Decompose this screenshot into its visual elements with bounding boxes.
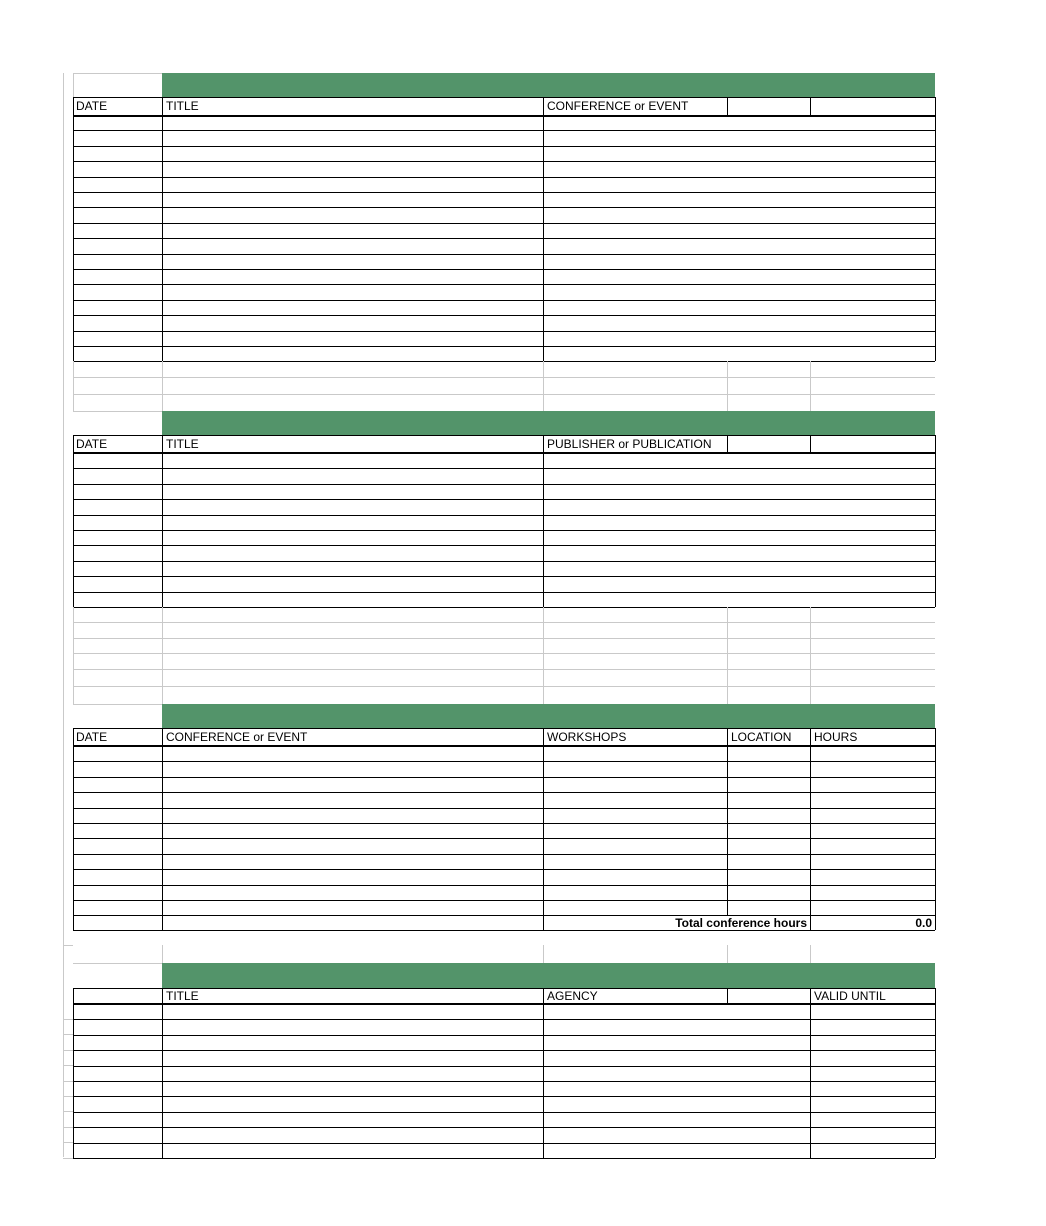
presentations-cell[interactable] — [544, 239, 935, 254]
grid-line — [543, 435, 544, 452]
grid-line — [727, 945, 728, 963]
grid-line — [63, 1019, 73, 1020]
conferences-cell[interactable] — [544, 839, 727, 854]
grid-line — [935, 988, 936, 1003]
conferences-cell[interactable] — [544, 886, 727, 900]
membership-cell[interactable] — [74, 1097, 162, 1112]
col-header-conference-event: CONFERENCE or EVENT — [547, 99, 689, 113]
presentations-cell[interactable] — [163, 255, 543, 269]
membership-cell[interactable] — [811, 1051, 935, 1066]
membership-cell[interactable] — [163, 1067, 543, 1081]
conferences-cell[interactable] — [163, 824, 543, 838]
grid-line — [73, 607, 74, 704]
presentations-cell[interactable] — [74, 332, 162, 346]
publications-cell[interactable] — [74, 562, 162, 576]
grid-line — [73, 73, 162, 74]
section-header-band — [162, 73, 935, 97]
conferences-cell[interactable] — [74, 855, 162, 869]
conferences-cell[interactable] — [74, 839, 162, 854]
col-header-publisher: PUBLISHER or PUBLICATION — [547, 437, 712, 451]
membership-cell[interactable] — [74, 1036, 162, 1050]
conferences-cell[interactable] — [544, 747, 727, 761]
publications-cell[interactable] — [544, 546, 935, 561]
grid-line — [73, 97, 935, 98]
grid-line — [935, 452, 936, 607]
membership-cell[interactable] — [544, 1005, 810, 1019]
grid-line — [810, 945, 811, 963]
membership-cell[interactable] — [544, 1067, 810, 1081]
conferences-cell[interactable] — [544, 824, 727, 838]
presentations-cell[interactable] — [544, 208, 935, 223]
publications-cell[interactable] — [74, 469, 162, 484]
membership-cell[interactable] — [163, 1097, 543, 1112]
grid-line — [63, 1096, 73, 1097]
grid-line — [727, 361, 728, 411]
grid-line — [73, 435, 74, 452]
conferences-cell[interactable] — [163, 839, 543, 854]
publications-cell[interactable] — [544, 516, 935, 530]
conferences-cell[interactable] — [728, 793, 810, 808]
grid-line — [73, 607, 935, 608]
grid-line — [727, 97, 728, 115]
membership-cell[interactable] — [74, 1144, 162, 1158]
publications-cell[interactable] — [163, 562, 543, 576]
col-header-location: LOCATION — [731, 730, 792, 744]
conferences-cell[interactable] — [163, 793, 543, 808]
grid-line — [935, 115, 936, 361]
membership-cell[interactable] — [544, 1020, 810, 1035]
membership-cell[interactable] — [811, 1036, 935, 1050]
membership-cell[interactable] — [811, 1144, 935, 1158]
conferences-cell[interactable] — [811, 793, 935, 808]
publications-cell[interactable] — [163, 531, 543, 545]
grid-line — [63, 1111, 73, 1112]
grid-line — [73, 915, 935, 916]
conferences-cell[interactable] — [728, 870, 810, 885]
grid-line — [73, 1158, 935, 1159]
conferences-cell[interactable] — [728, 778, 810, 792]
membership-cell[interactable] — [544, 1097, 810, 1112]
publications-cell[interactable] — [544, 469, 935, 484]
membership-cell[interactable] — [163, 1113, 543, 1127]
presentations-cell[interactable] — [544, 178, 935, 192]
presentations-cell[interactable] — [544, 316, 935, 331]
membership-cell[interactable] — [163, 1144, 543, 1158]
grid-line — [935, 728, 936, 745]
grid-line — [727, 607, 728, 704]
conferences-cell[interactable] — [728, 824, 810, 838]
conferences-cell[interactable] — [163, 747, 543, 761]
membership-cell[interactable] — [74, 1067, 162, 1081]
grid-line — [73, 653, 935, 654]
presentations-cell[interactable] — [74, 301, 162, 315]
grid-line — [162, 988, 163, 1003]
conferences-cell[interactable] — [74, 886, 162, 900]
membership-cell[interactable] — [163, 1082, 543, 1096]
grid-line — [810, 915, 811, 930]
grid-line — [73, 361, 935, 362]
presentations-cell[interactable] — [544, 147, 935, 161]
presentations-cell[interactable] — [163, 193, 543, 207]
membership-cell[interactable] — [811, 1113, 935, 1127]
membership-cell[interactable] — [544, 1128, 810, 1143]
conferences-cell[interactable] — [728, 809, 810, 823]
grid-line — [73, 622, 935, 623]
col-header-title: TITLE — [166, 989, 199, 1003]
grid-line — [162, 915, 163, 930]
col-header-date: DATE — [76, 730, 108, 744]
conferences-cell[interactable] — [811, 762, 935, 777]
presentations-cell[interactable] — [544, 131, 935, 146]
grid-line — [63, 1142, 73, 1143]
grid-line — [63, 1065, 73, 1066]
presentations-cell[interactable] — [163, 347, 543, 361]
grid-line — [162, 97, 163, 115]
conferences-cell[interactable] — [811, 855, 935, 869]
col-header-hours: HOURS — [814, 730, 858, 744]
publications-cell[interactable] — [544, 485, 935, 499]
conferences-cell[interactable] — [74, 747, 162, 761]
presentations-cell[interactable] — [74, 316, 162, 331]
conferences-cell[interactable] — [811, 778, 935, 792]
col-header-agency: AGENCY — [547, 989, 598, 1003]
grid-line — [935, 1003, 936, 1158]
membership-cell[interactable] — [74, 1020, 162, 1035]
publications-cell[interactable] — [74, 546, 162, 561]
presentations-cell[interactable] — [74, 147, 162, 161]
conferences-cell[interactable] — [544, 778, 727, 792]
publications-cell[interactable] — [163, 485, 543, 499]
col-header-conference-event: CONFERENCE or EVENT — [166, 730, 308, 744]
publications-cell[interactable] — [74, 516, 162, 530]
section-header-band — [162, 411, 935, 435]
conferences-cell[interactable] — [163, 901, 543, 915]
presentations-cell[interactable] — [544, 347, 935, 361]
grid-line — [73, 686, 935, 687]
grid-line — [162, 945, 163, 963]
presentations-cell[interactable] — [544, 116, 935, 130]
presentations-cell[interactable] — [544, 332, 935, 346]
presentations-cell[interactable] — [74, 193, 162, 207]
grid-line — [63, 1034, 73, 1035]
membership-cell[interactable] — [811, 1097, 935, 1112]
grid-line — [73, 377, 935, 378]
membership-cell[interactable] — [74, 1113, 162, 1127]
grid-line — [73, 930, 935, 931]
publications-cell[interactable] — [74, 593, 162, 607]
col-header-title: TITLE — [166, 99, 199, 113]
publications-cell[interactable] — [544, 562, 935, 576]
grid-line — [810, 97, 811, 115]
grid-line — [73, 915, 74, 930]
conferences-cell[interactable] — [74, 824, 162, 838]
grid-line — [543, 988, 544, 1003]
grid-line — [73, 988, 74, 1003]
presentations-cell[interactable] — [74, 131, 162, 146]
grid-line — [543, 945, 544, 963]
publications-cell[interactable] — [74, 531, 162, 545]
grid-line — [162, 435, 163, 452]
publications-cell[interactable] — [163, 593, 543, 607]
presentations-cell[interactable] — [163, 162, 543, 177]
presentations-cell[interactable] — [74, 270, 162, 284]
grid-line — [63, 1050, 73, 1051]
grid-line — [162, 361, 163, 411]
grid-line — [73, 394, 935, 395]
conferences-cell[interactable] — [163, 886, 543, 900]
membership-cell[interactable] — [163, 1051, 543, 1066]
grid-line — [727, 728, 728, 745]
conferences-cell[interactable] — [811, 809, 935, 823]
conferences-cell[interactable] — [163, 778, 543, 792]
conferences-cell[interactable] — [74, 762, 162, 777]
conferences-cell[interactable] — [74, 870, 162, 885]
grid-line — [162, 728, 163, 745]
section-header-band — [162, 704, 935, 728]
presentations-cell[interactable] — [544, 193, 935, 207]
grid-line — [935, 915, 936, 930]
conferences-cell[interactable] — [163, 855, 543, 869]
col-header-date: DATE — [76, 437, 108, 451]
presentations-cell[interactable] — [163, 208, 543, 223]
grid-line — [543, 915, 544, 930]
membership-cell[interactable] — [811, 1020, 935, 1035]
grid-line — [543, 361, 544, 411]
presentations-cell[interactable] — [544, 162, 935, 177]
grid-line — [162, 607, 163, 704]
grid-line — [810, 607, 811, 704]
row-header-edge — [63, 73, 64, 98]
conferences-cell[interactable] — [811, 839, 935, 854]
grid-line — [810, 361, 811, 411]
presentations-cell[interactable] — [544, 255, 935, 269]
membership-cell[interactable] — [811, 1082, 935, 1096]
conferences-cell[interactable] — [74, 901, 162, 915]
presentations-cell[interactable] — [544, 224, 935, 238]
presentations-cell[interactable] — [74, 224, 162, 238]
presentations-cell[interactable] — [74, 255, 162, 269]
conferences-cell[interactable] — [811, 870, 935, 885]
presentations-cell[interactable] — [163, 131, 543, 146]
membership-cell[interactable] — [544, 1051, 810, 1066]
presentations-cell[interactable] — [163, 316, 543, 331]
presentations-cell[interactable] — [163, 224, 543, 238]
conferences-cell[interactable] — [163, 870, 543, 885]
publications-cell[interactable] — [74, 454, 162, 468]
grid-line — [543, 728, 544, 745]
grid-line — [810, 728, 811, 745]
grid-line — [543, 607, 544, 704]
presentations-cell[interactable] — [163, 147, 543, 161]
publications-cell[interactable] — [74, 577, 162, 592]
publications-cell[interactable] — [544, 593, 935, 607]
conferences-cell[interactable] — [728, 762, 810, 777]
conferences-cell[interactable] — [544, 870, 727, 885]
publications-cell[interactable] — [544, 500, 935, 515]
grid-line — [73, 988, 935, 989]
conferences-cell[interactable] — [544, 809, 727, 823]
membership-cell[interactable] — [163, 1020, 543, 1035]
presentations-cell[interactable] — [544, 285, 935, 300]
presentations-cell[interactable] — [163, 301, 543, 315]
membership-cell[interactable] — [811, 1005, 935, 1019]
presentations-cell[interactable] — [163, 178, 543, 192]
presentations-cell[interactable] — [544, 270, 935, 284]
membership-cell[interactable] — [74, 1051, 162, 1066]
grid-line — [63, 945, 73, 946]
presentations-cell[interactable] — [74, 208, 162, 223]
membership-cell[interactable] — [74, 1128, 162, 1143]
conferences-cell[interactable] — [74, 793, 162, 808]
membership-cell[interactable] — [544, 1082, 810, 1096]
grid-line — [63, 1127, 73, 1128]
grid-line — [73, 638, 935, 639]
col-header-date: DATE — [76, 99, 108, 113]
membership-cell[interactable] — [163, 1128, 543, 1143]
grid-line — [73, 669, 935, 670]
conferences-cell[interactable] — [728, 886, 810, 900]
grid-line — [63, 1158, 73, 1159]
publications-cell[interactable] — [163, 546, 543, 561]
presentations-cell[interactable] — [74, 178, 162, 192]
publications-cell[interactable] — [163, 500, 543, 515]
grid-line — [935, 435, 936, 452]
conferences-cell[interactable] — [811, 886, 935, 900]
presentations-cell[interactable] — [163, 116, 543, 130]
grid-line — [73, 361, 74, 411]
publications-cell[interactable] — [544, 577, 935, 592]
conferences-cell[interactable] — [163, 762, 543, 777]
presentations-cell[interactable] — [163, 332, 543, 346]
total-conference-hours-value[interactable]: 0.0 — [915, 916, 932, 930]
membership-cell[interactable] — [811, 1128, 935, 1143]
conferences-cell[interactable] — [74, 809, 162, 823]
presentations-cell[interactable] — [163, 239, 543, 254]
membership-cell[interactable] — [74, 1005, 162, 1019]
membership-cell[interactable] — [544, 1036, 810, 1050]
col-header-title: TITLE — [166, 437, 199, 451]
grid-line — [727, 435, 728, 452]
publications-cell[interactable] — [163, 516, 543, 530]
membership-cell[interactable] — [74, 1082, 162, 1096]
conferences-cell[interactable] — [74, 778, 162, 792]
col-header-valid-until: VALID UNTIL — [814, 989, 886, 1003]
grid-line — [63, 1081, 73, 1082]
conferences-cell[interactable] — [544, 762, 727, 777]
conferences-cell[interactable] — [811, 747, 935, 761]
grid-line — [935, 97, 936, 115]
total-conference-hours-label: Total conference hours — [675, 916, 807, 930]
grid-line — [73, 728, 74, 745]
grid-line — [73, 435, 935, 436]
grid-line — [73, 728, 935, 729]
conferences-cell[interactable] — [728, 747, 810, 761]
grid-line — [810, 988, 811, 1003]
membership-cell[interactable] — [544, 1113, 810, 1127]
grid-line — [727, 988, 728, 1003]
section-header-band — [162, 963, 935, 988]
grid-line — [543, 97, 544, 115]
presentations-cell[interactable] — [74, 239, 162, 254]
membership-cell[interactable] — [163, 1005, 543, 1019]
conferences-cell[interactable] — [544, 793, 727, 808]
conferences-cell[interactable] — [544, 901, 727, 915]
presentations-cell[interactable] — [163, 285, 543, 300]
publications-cell[interactable] — [74, 485, 162, 499]
col-header-workshops: WORKSHOPS — [547, 730, 627, 744]
conferences-cell[interactable] — [811, 901, 935, 915]
publications-cell[interactable] — [163, 454, 543, 468]
grid-line — [73, 73, 74, 98]
publications-cell[interactable] — [544, 454, 935, 468]
publications-cell[interactable] — [163, 469, 543, 484]
conferences-cell[interactable] — [728, 901, 810, 915]
publications-cell[interactable] — [544, 531, 935, 545]
conferences-cell[interactable] — [811, 824, 935, 838]
presentations-cell[interactable] — [544, 301, 935, 315]
conferences-cell[interactable] — [728, 855, 810, 869]
conferences-cell[interactable] — [544, 855, 727, 869]
conferences-cell[interactable] — [728, 839, 810, 854]
publications-cell[interactable] — [74, 500, 162, 515]
presentations-cell[interactable] — [74, 347, 162, 361]
grid-line — [935, 745, 936, 915]
row-header-edge — [63, 98, 64, 1157]
presentations-cell[interactable] — [163, 270, 543, 284]
presentations-cell[interactable] — [74, 116, 162, 130]
grid-line — [810, 435, 811, 452]
presentations-cell[interactable] — [74, 285, 162, 300]
publications-cell[interactable] — [163, 577, 543, 592]
grid-line — [73, 97, 74, 115]
presentations-cell[interactable] — [74, 162, 162, 177]
conferences-cell[interactable] — [163, 809, 543, 823]
membership-cell[interactable] — [811, 1067, 935, 1081]
membership-cell[interactable] — [163, 1036, 543, 1050]
membership-cell[interactable] — [544, 1144, 810, 1158]
